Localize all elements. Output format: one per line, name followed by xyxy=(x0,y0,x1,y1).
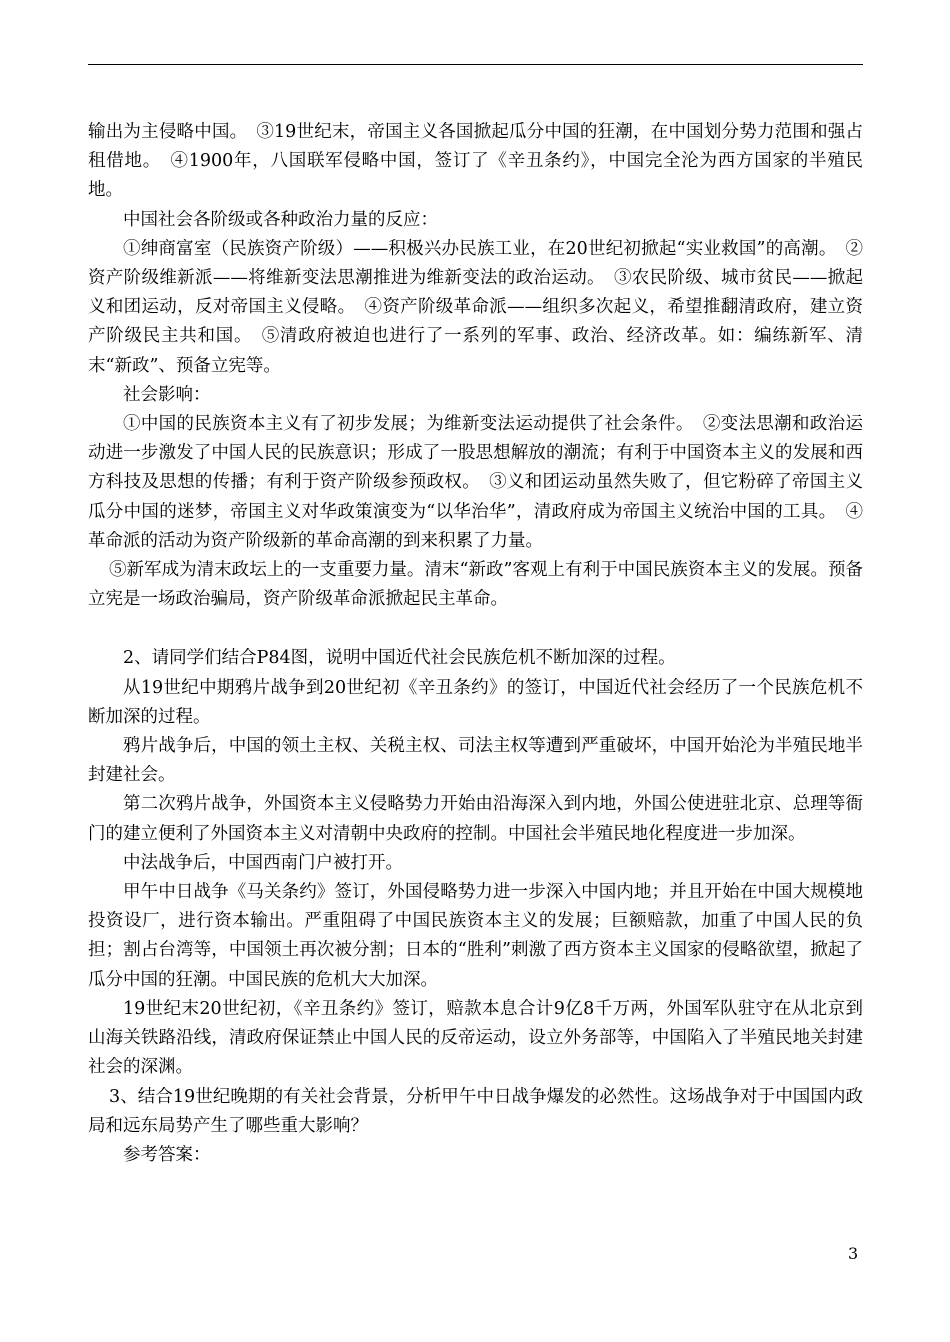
answer-label: 参考答案： xyxy=(123,1144,211,1165)
page-number: 3 xyxy=(848,1244,859,1263)
paragraph: 社会影响： xyxy=(123,384,211,405)
paragraph: 鸦片战争后，中国的领土主权、关税主权、司法主权等遭到严重破坏，中国开始沦为半殖民地半封建社会。 xyxy=(88,736,863,786)
paragraph: 输出为主侵略中国。 ③19世纪末，帝国主义各国掀起瓜分中国的狂潮，在中国划分势力范围和强占租借地。 ④1900年，八国联军侵略中国，签订了《辛丑条约》，中国完全沦为西方国家的半殖民地。 xyxy=(88,122,863,201)
paragraph: 19世纪末20世纪初，《辛丑条约》签订，赔款本息合计9亿8千万两，外国军队驻守在从北京到山海关铁路沿线，清政府保证禁止中国人民的反帝运动，设立外务部等，中国陷入了半殖民地关封建社会的深渊。 xyxy=(88,998,863,1078)
paragraph: ①绅商富室（民族资产阶级）——积极兴办民族工业，在20世纪初掀起“实业救国”的高潮。 ②资产阶级维新派——将维新变法思潮推进为维新变法的政治运动。 ③农民阶级、城市贫民——掀起义和团运动，反对帝国主义侵略。 ④资产阶级革命派——组织多次起义，希望推翻清政府，建立资产阶级民主共和国。 ⑤清政府被迫也进行了一系列的军事、政治、经济改革。如：编练新军、清末“新政”、预备立宪等。 xyxy=(88,238,863,376)
body-text xyxy=(88,118,863,1170)
question-heading: 2、请同学们结合P84图，说明中国近代社会民族危机不断加深的过程。 xyxy=(123,648,676,669)
paragraph-gap xyxy=(88,614,863,644)
question-heading: 3、结合19世纪晚期的有关社会背景，分析甲午中日战争爆发的必然性。这场战争对于中国国内政局和远东局势产生了哪些重大影响？ xyxy=(88,1086,863,1136)
header-rule xyxy=(88,64,863,65)
paragraph: 从19世纪中期鸦片战争到20世纪初《辛丑条约》的签订，中国近代社会经历了一个民族危机不断加深的过程。 xyxy=(88,677,863,727)
paragraph: 中国社会各阶级或各种政治力量的反应： xyxy=(123,209,438,230)
paragraph: 中法战争后，中国西南门户被打开。 xyxy=(123,852,403,873)
paragraph: 第二次鸦片战争，外国资本主义侵略势力开始由沿海深入到内地，外国公使进驻北京、总理等衙门的建立便利了外国资本主义对清朝中央政府的控制。中国社会半殖民地化程度进一步加深。 xyxy=(88,794,863,844)
paragraph: ⑤新军成为清末政坛上的一支重要力量。清末“新政”客观上有利于中国民族资本主义的发展。预备立宪是一场政治骗局，资产阶级革命派掀起民主革命。 xyxy=(88,560,863,610)
paragraph: 甲午中日战争《马关条约》签订，外国侵略势力进一步深入中国内地；并且开始在中国大规模地投资设厂，进行资本输出。严重阻碍了中国民族资本主义的发展；巨额赔款，加重了中国人民的负担；割占台湾等，中国领土再次被分割；日本的“胜利”刺激了西方资本主义国家的侵略欲望，掀起了瓜分中国的狂潮。中国民族的危机大大加深。 xyxy=(88,882,863,990)
paragraph: ①中国的民族资本主义有了初步发展；为维新变法运动提供了社会条件。 ②变法思潮和政治运动进一步激发了中国人民的民族意识；形成了一股思想解放的潮流；有利于中国资本主义的发展和西方科技及思想的传播；有利于资产阶级参预政权。 ③义和团运动虽然失败了，但它粉碎了帝国主义瓜分中国的迷梦，帝国主义对华政策演变为“以华治华”，清政府成为帝国主义统治中国的工具。 ④革命派的活动为资产阶级新的革命高潮的到来积累了力量。 xyxy=(88,414,863,551)
